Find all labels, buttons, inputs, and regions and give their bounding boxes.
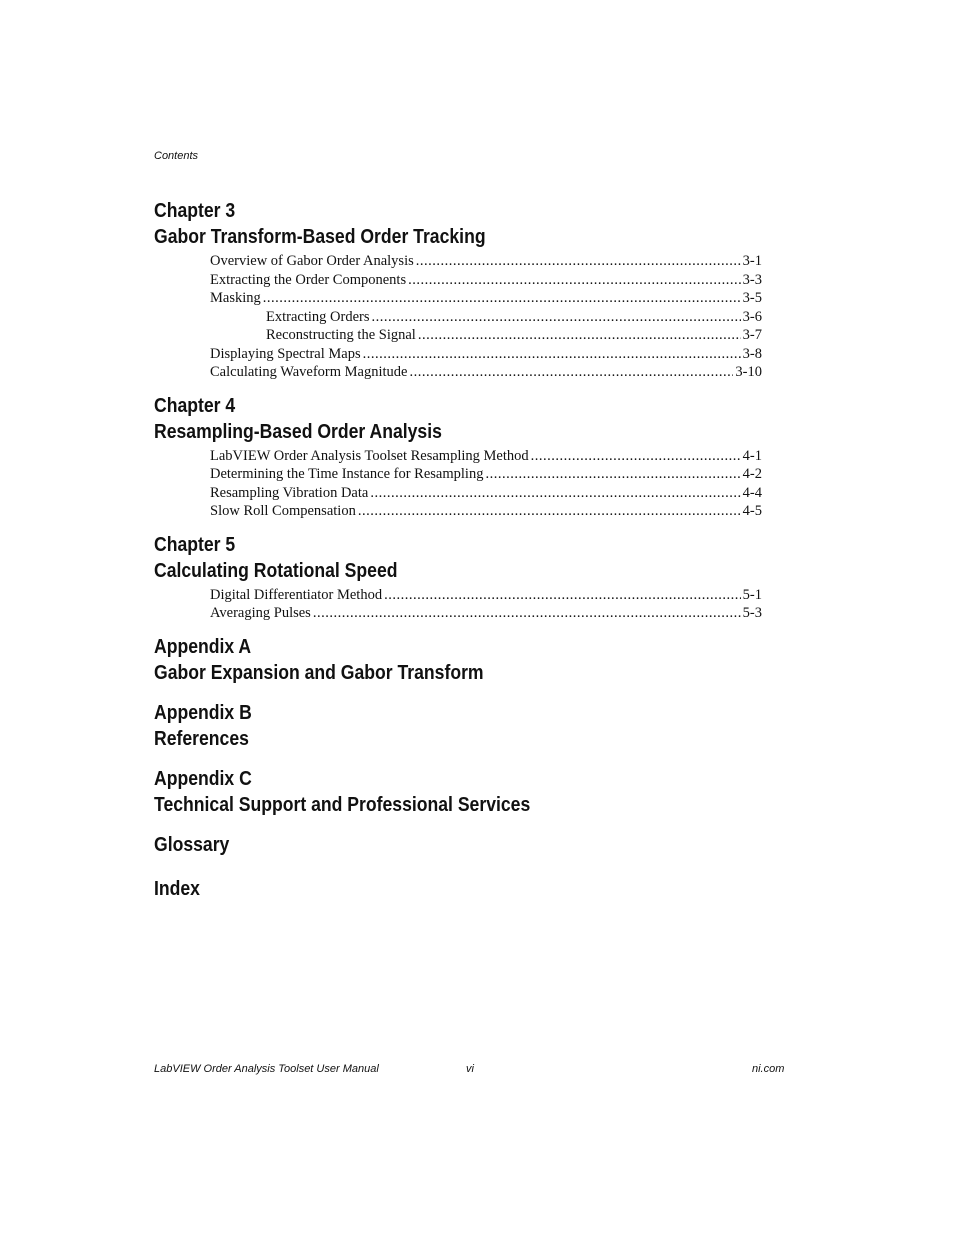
toc-entry-text: Overview of Gabor Order Analysis <box>210 253 414 269</box>
toc-entry-page: 5-1 <box>742 586 762 603</box>
toc-entry-text: Digital Differentiator Method <box>210 586 383 603</box>
toc-section-index[interactable] <box>154 876 774 902</box>
leader-dots <box>418 326 741 345</box>
footer-website: ni.com <box>752 1063 785 1075</box>
toc-section-appendix-b[interactable] <box>154 700 774 752</box>
toc-entry[interactable] <box>210 447 762 466</box>
toc-entry-page: 4-4 <box>742 484 762 501</box>
toc-entry-text: LabVIEW Order Analysis Toolset Resampling Method <box>210 447 529 464</box>
toc-entry-text: Extracting the Order Components <box>210 271 407 288</box>
toc-subentry[interactable] <box>266 326 762 345</box>
toc-entry-page: 4-1 <box>742 447 762 464</box>
toc-entry-text: Displaying Spectral Maps <box>210 345 361 362</box>
section-title: Gabor Transform-Based Order Tracking <box>154 226 486 248</box>
section-label: Chapter 3 <box>154 200 236 222</box>
section-title: Resampling-Based Order Analysis <box>154 420 442 443</box>
toc-entry-page: 4-2 <box>742 466 762 482</box>
footer-page-number: vi <box>466 1063 474 1075</box>
section-title: References <box>154 727 249 750</box>
leader-dots <box>263 289 741 308</box>
toc-entry-text: Calculating Waveform Magnitude <box>210 364 408 380</box>
leader-dots <box>363 345 741 364</box>
toc-section-glossary[interactable] <box>154 832 774 858</box>
leader-dots <box>410 363 734 382</box>
toc-section-appendix-a[interactable] <box>154 634 774 686</box>
leader-dots <box>531 447 741 466</box>
section-title: Calculating Rotational Speed <box>154 559 398 582</box>
toc-entry[interactable] <box>210 345 762 364</box>
toc-entry-page: 3-5 <box>742 290 762 306</box>
toc-entry-page: 4-5 <box>742 503 762 519</box>
toc-entry[interactable] <box>210 586 762 605</box>
toc-entry[interactable] <box>210 252 762 271</box>
toc-entry[interactable] <box>210 502 762 521</box>
section-label: Appendix C <box>154 767 252 790</box>
leader-dots <box>370 484 740 503</box>
toc-entry[interactable] <box>210 363 762 382</box>
toc-entry[interactable] <box>210 289 762 308</box>
toc-subentry[interactable] <box>266 308 762 327</box>
leader-dots <box>408 271 741 290</box>
leader-dots <box>384 586 741 605</box>
toc-entry-text: Averaging Pulses <box>210 605 311 621</box>
toc-entry-page: 3-6 <box>742 308 762 325</box>
section-label: Appendix A <box>154 635 252 658</box>
toc-section-chapter-4 <box>154 393 774 521</box>
footer-manual-title: LabVIEW Order Analysis Toolset User Manual <box>154 1063 379 1075</box>
leader-dots <box>416 252 741 271</box>
toc-entry-page: 3-7 <box>742 327 762 343</box>
running-head: Contents <box>154 150 199 162</box>
section-label: Glossary <box>154 833 230 856</box>
toc-entry-text: Reconstructing the Signal <box>266 327 416 343</box>
toc-section-appendix-c[interactable] <box>154 766 774 818</box>
section-title: Gabor Expansion and Gabor Transform <box>154 661 484 684</box>
toc-section-chapter-5 <box>154 532 774 623</box>
toc-entry-text: Resampling Vibration Data <box>210 484 369 501</box>
toc-entry[interactable] <box>210 604 762 623</box>
toc-entry[interactable] <box>210 271 762 290</box>
leader-dots <box>358 502 741 521</box>
section-label: Index <box>154 877 200 900</box>
toc-entry-text: Masking <box>210 290 261 306</box>
toc-entry-text: Extracting Orders <box>266 308 370 325</box>
toc-entry[interactable] <box>210 465 762 484</box>
toc-entry-page: 3-8 <box>742 345 762 362</box>
section-title: Technical Support and Professional Services <box>154 793 531 816</box>
toc-entry-page: 3-3 <box>742 271 762 288</box>
toc-entry-page: 3-10 <box>735 364 762 380</box>
toc-entry-page: 3-1 <box>742 253 762 269</box>
section-label: Appendix B <box>154 701 252 724</box>
leader-dots <box>371 308 740 327</box>
section-label: Chapter 4 <box>154 394 236 417</box>
toc-section-chapter-3 <box>154 198 774 382</box>
leader-dots <box>485 465 740 484</box>
toc-entry[interactable] <box>210 484 762 503</box>
leader-dots <box>313 604 741 623</box>
section-label: Chapter 5 <box>154 533 236 556</box>
table-of-contents <box>154 198 774 916</box>
toc-entry-text: Determining the Time Instance for Resampling <box>210 466 484 482</box>
toc-entry-text: Slow Roll Compensation <box>210 503 356 519</box>
toc-entry-page: 5-3 <box>742 605 762 621</box>
